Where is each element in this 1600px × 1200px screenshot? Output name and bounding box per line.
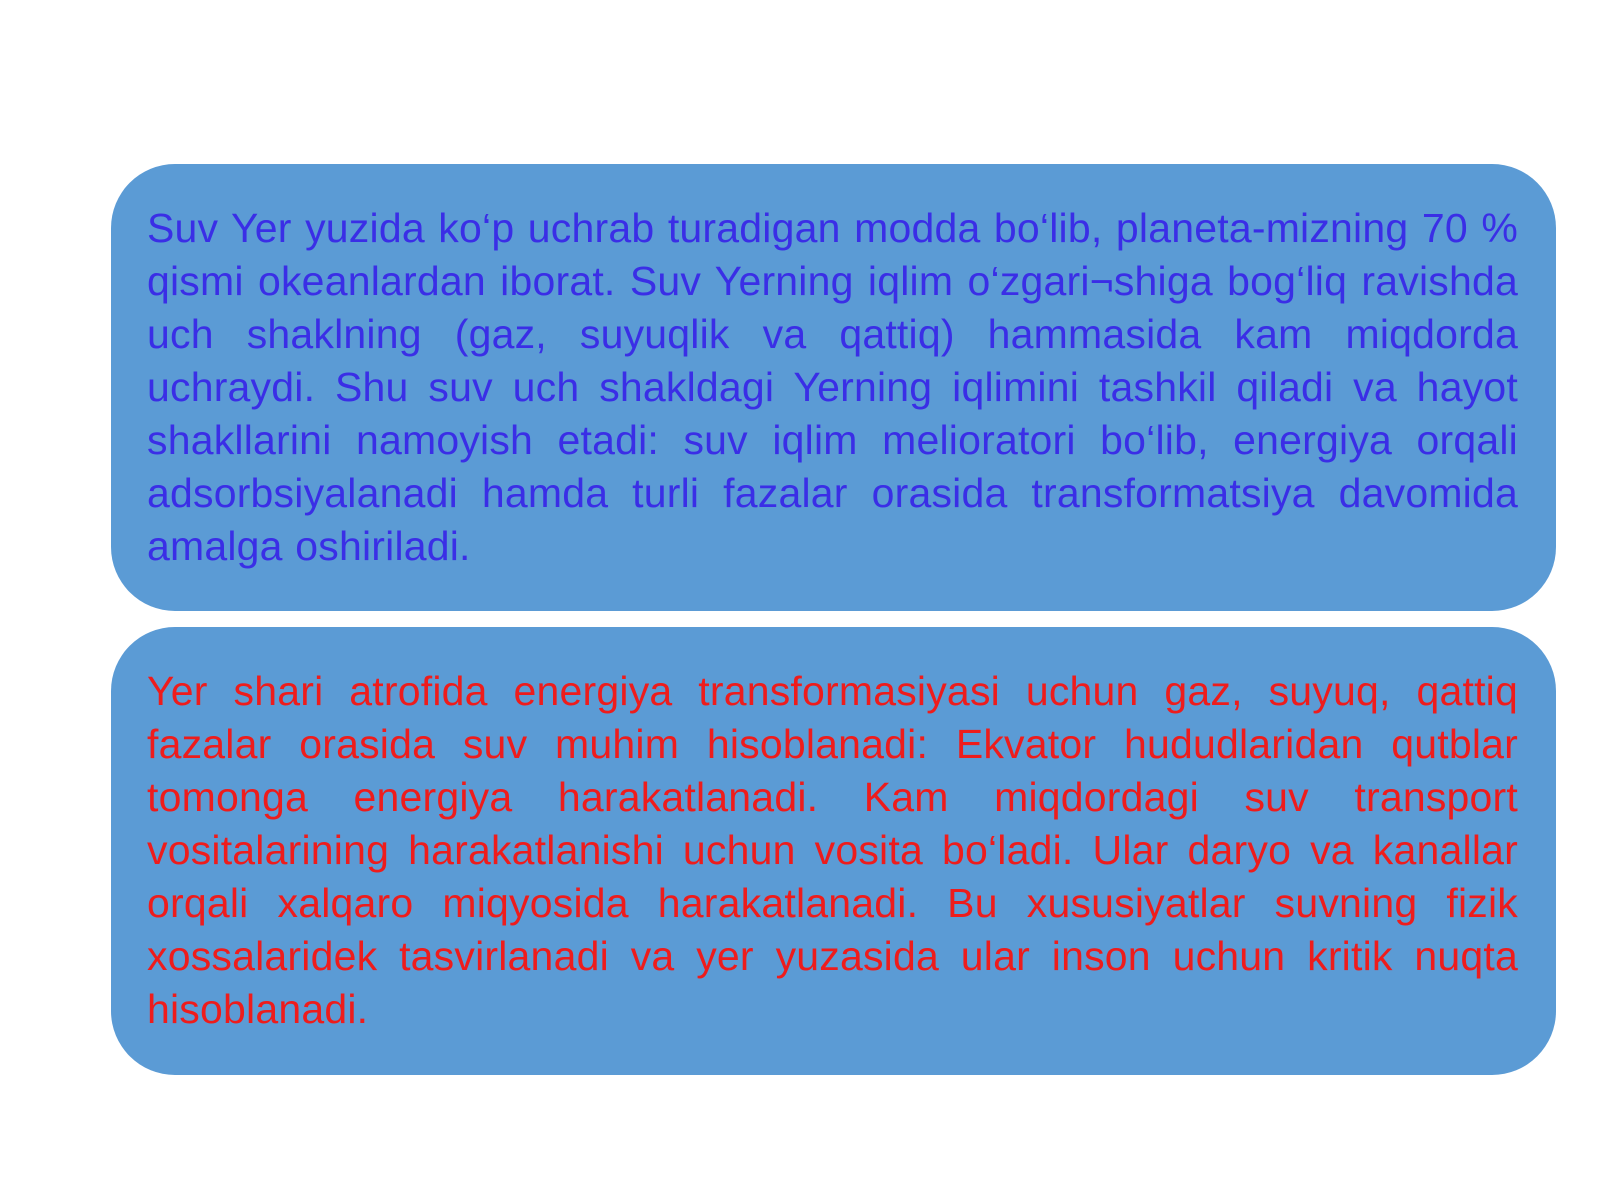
- bottom-text-panel: [111, 627, 1556, 1075]
- bottom-panel-paragraph: Yer shari atrofida energiya transformasiyasi uchun gaz, suyuq, qattiq fazalar orasida suv muhim hisoblanadi: Ekvator hududlaridan qutblar tomonga energiya harakatlanadi. Kam miqdordagi suv transport vositalarining harakatlanishi uchun vosita bo‘ladi. Ular daryo va kanallar orqali xalqaro miqyosida harakatlanadi. Bu xususiyatlar suvning fizik xossalaridek tasvirlanadi va yer yuzasida ular inson uchun kritik nuqta hisoblanadi.: [147, 668, 1518, 1032]
- top-panel-paragraph: Suv Yer yuzida ko‘p uchrab turadigan modda bo‘lib, planeta-mizning 70 % qismi okeanlardan iborat. Suv Yerning iqlim o‘zgari¬shiga bog‘liq ravishda uch shaklning (gaz, suyuqlik va qattiq) hammasida kam miqdorda uchraydi. Shu suv uch shakldagi Yerning iqlimini tashkil qiladi va hayot shakllarini namoyish etadi: suv iqlim melioratori bo‘lib, energiya orqali adsorbsiyalanadi hamda turli fazalar orasida transformatsiya davomida amalga oshiriladi.: [147, 205, 1518, 569]
- top-text-panel: [111, 164, 1556, 611]
